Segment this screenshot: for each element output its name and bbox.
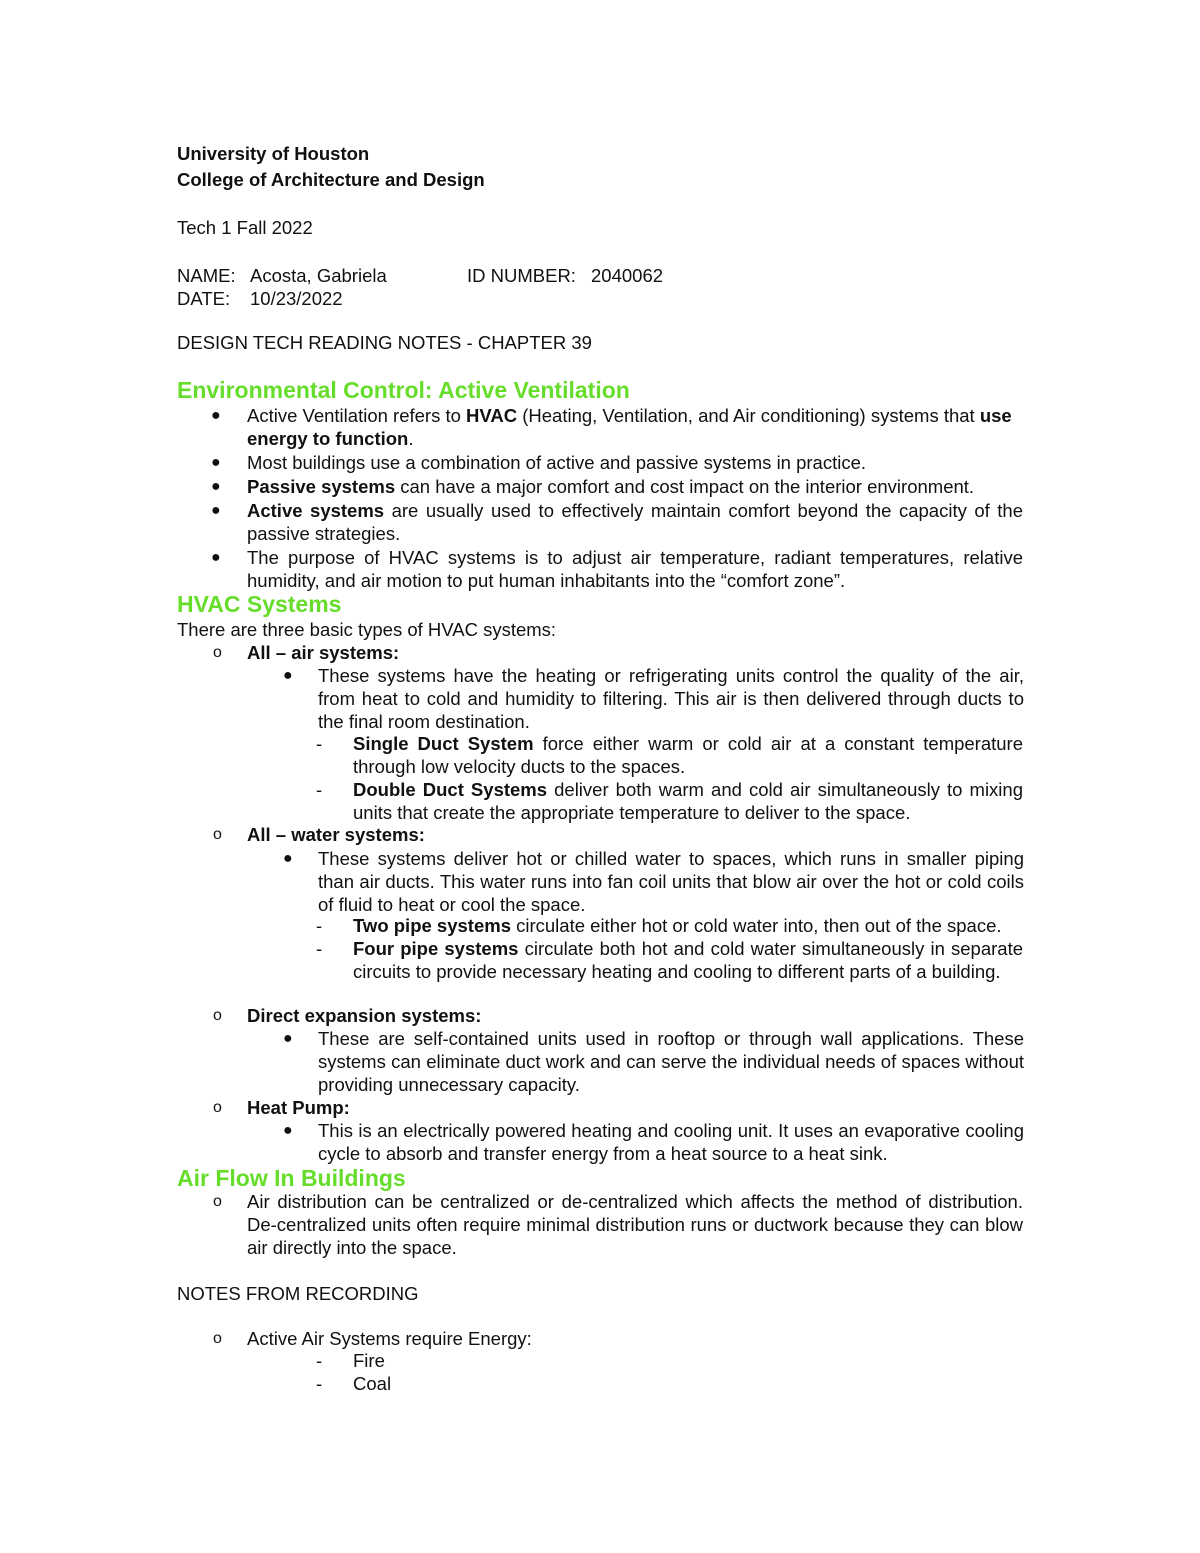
list-item: Most buildings use a combination of active and passive systems in practice. — [247, 452, 867, 473]
college-name: College of Architecture and Design — [177, 169, 485, 190]
two-pipe-item: Two pipe systems circulate either hot or cold water into, then out of the space. — [353, 915, 1002, 936]
single-duct-item: Single Duct System force either warm or cold air at a constant temperature through low velocity ducts to the spaces. — [353, 733, 1024, 777]
circle-marker: o — [213, 644, 222, 661]
heat-pump-description: This is an electrically powered heating and cooling unit. It uses an evaporative cooling cycle to absorb and transfer energy from a heat source to a heat sink. — [318, 1120, 1024, 1164]
dash-marker: - — [316, 779, 323, 800]
direct-expansion-title: Direct expansion systems: — [247, 1005, 482, 1026]
all-air-description: These systems have the heating or refrigerating units control the quality of the air, from heat to cold and humidity to filtering. This air is then delivered through ducts to the final room destination. — [318, 665, 1024, 732]
heat-pump-title: Heat Pump: — [247, 1097, 350, 1118]
list-item: Active Ventilation refers to HVAC (Heating, Ventilation, and Air conditioning) systems that use energy to function. — [247, 405, 1012, 449]
id-label: ID NUMBER: — [467, 265, 576, 286]
direct-expansion-description: These are self-contained units used in rooftop or through wall applications. These systems can eliminate duct work and can serve the individual needs of spaces without providing unnecessary capacity. — [318, 1028, 1024, 1095]
circle-marker: o — [213, 1099, 222, 1116]
double-duct-item: Double Duct Systems deliver both warm and cold air simultaneously to mixing units that create the appropriate temperature to deliver to the space. — [353, 779, 1023, 823]
hvac-intro: There are three basic types of HVAC systems: — [177, 619, 557, 640]
notes-title: DESIGN TECH READING NOTES - CHAPTER 39 — [177, 332, 592, 353]
id-value: 2040062 — [591, 265, 664, 286]
list-item: Passive systems can have a major comfort and cost impact on the interior environment. — [247, 476, 975, 497]
circle-marker: o — [213, 826, 222, 843]
section-heading-active-ventilation: Environmental Control: Active Ventilation — [177, 377, 630, 403]
recording-item: Active Air Systems require Energy: — [247, 1328, 532, 1349]
bullet-marker: ● — [283, 667, 293, 684]
circle-marker: o — [213, 1007, 222, 1024]
all-water-description: These systems deliver hot or chilled water to spaces, which runs in smaller piping than air ducts. This water runs into fan coil units that blow air over the hot or cold coils of fluid to heat or cool the space. — [318, 848, 1024, 915]
university-name: University of Houston — [177, 143, 370, 164]
dash-marker: - — [316, 1373, 323, 1394]
circle-marker: o — [213, 1193, 222, 1210]
name-value: Acosta, Gabriela — [250, 265, 387, 286]
recording-sub-item: Coal — [353, 1373, 392, 1394]
bullet-marker: ● — [211, 549, 221, 566]
date-value: 10/23/2022 — [250, 288, 343, 309]
dash-marker: - — [316, 938, 323, 959]
bullet-marker: ● — [283, 1122, 293, 1139]
list-item: The purpose of HVAC systems is to adjust air temperature, radiant temperatures, relative humidity, and air motion to put human inhabitants into the “comfort zone”. — [247, 547, 1023, 591]
bullet-marker: ● — [211, 502, 221, 519]
four-pipe-item: Four pipe systems circulate both hot and cold water simultaneously in separate circuits to provide necessary heating and cooling to different parts of a building. — [353, 938, 1024, 982]
bullet-marker: ● — [211, 407, 221, 424]
all-air-title: All – air systems: — [247, 642, 400, 663]
course-title: Tech 1 Fall 2022 — [177, 217, 313, 238]
all-water-title: All – water systems: — [247, 824, 425, 845]
dash-marker: - — [316, 733, 323, 754]
section-heading-air-flow: Air Flow In Buildings — [177, 1165, 406, 1191]
section-heading-hvac-systems: HVAC Systems — [177, 591, 342, 617]
recording-notes-title: NOTES FROM RECORDING — [177, 1283, 419, 1304]
dash-marker: - — [316, 915, 323, 936]
bullet-marker: ● — [211, 454, 221, 471]
name-label: NAME: — [177, 265, 236, 286]
list-item: Active systems are usually used to effectively maintain comfort beyond the capacity of the passive strategies. — [247, 500, 1023, 544]
recording-sub-item: Fire — [353, 1350, 385, 1371]
circle-marker: o — [213, 1330, 222, 1347]
bullet-marker: ● — [283, 1030, 293, 1047]
bullet-marker: ● — [211, 478, 221, 495]
dash-marker: - — [316, 1350, 323, 1371]
date-label: DATE: — [177, 288, 231, 309]
bullet-marker: ● — [283, 850, 293, 867]
air-flow-item: Air distribution can be centralized or de-centralized which affects the method of distribution. De-centralized units often require minimal distribution runs or ductwork because they can blow air directly into the space. — [247, 1191, 1023, 1258]
